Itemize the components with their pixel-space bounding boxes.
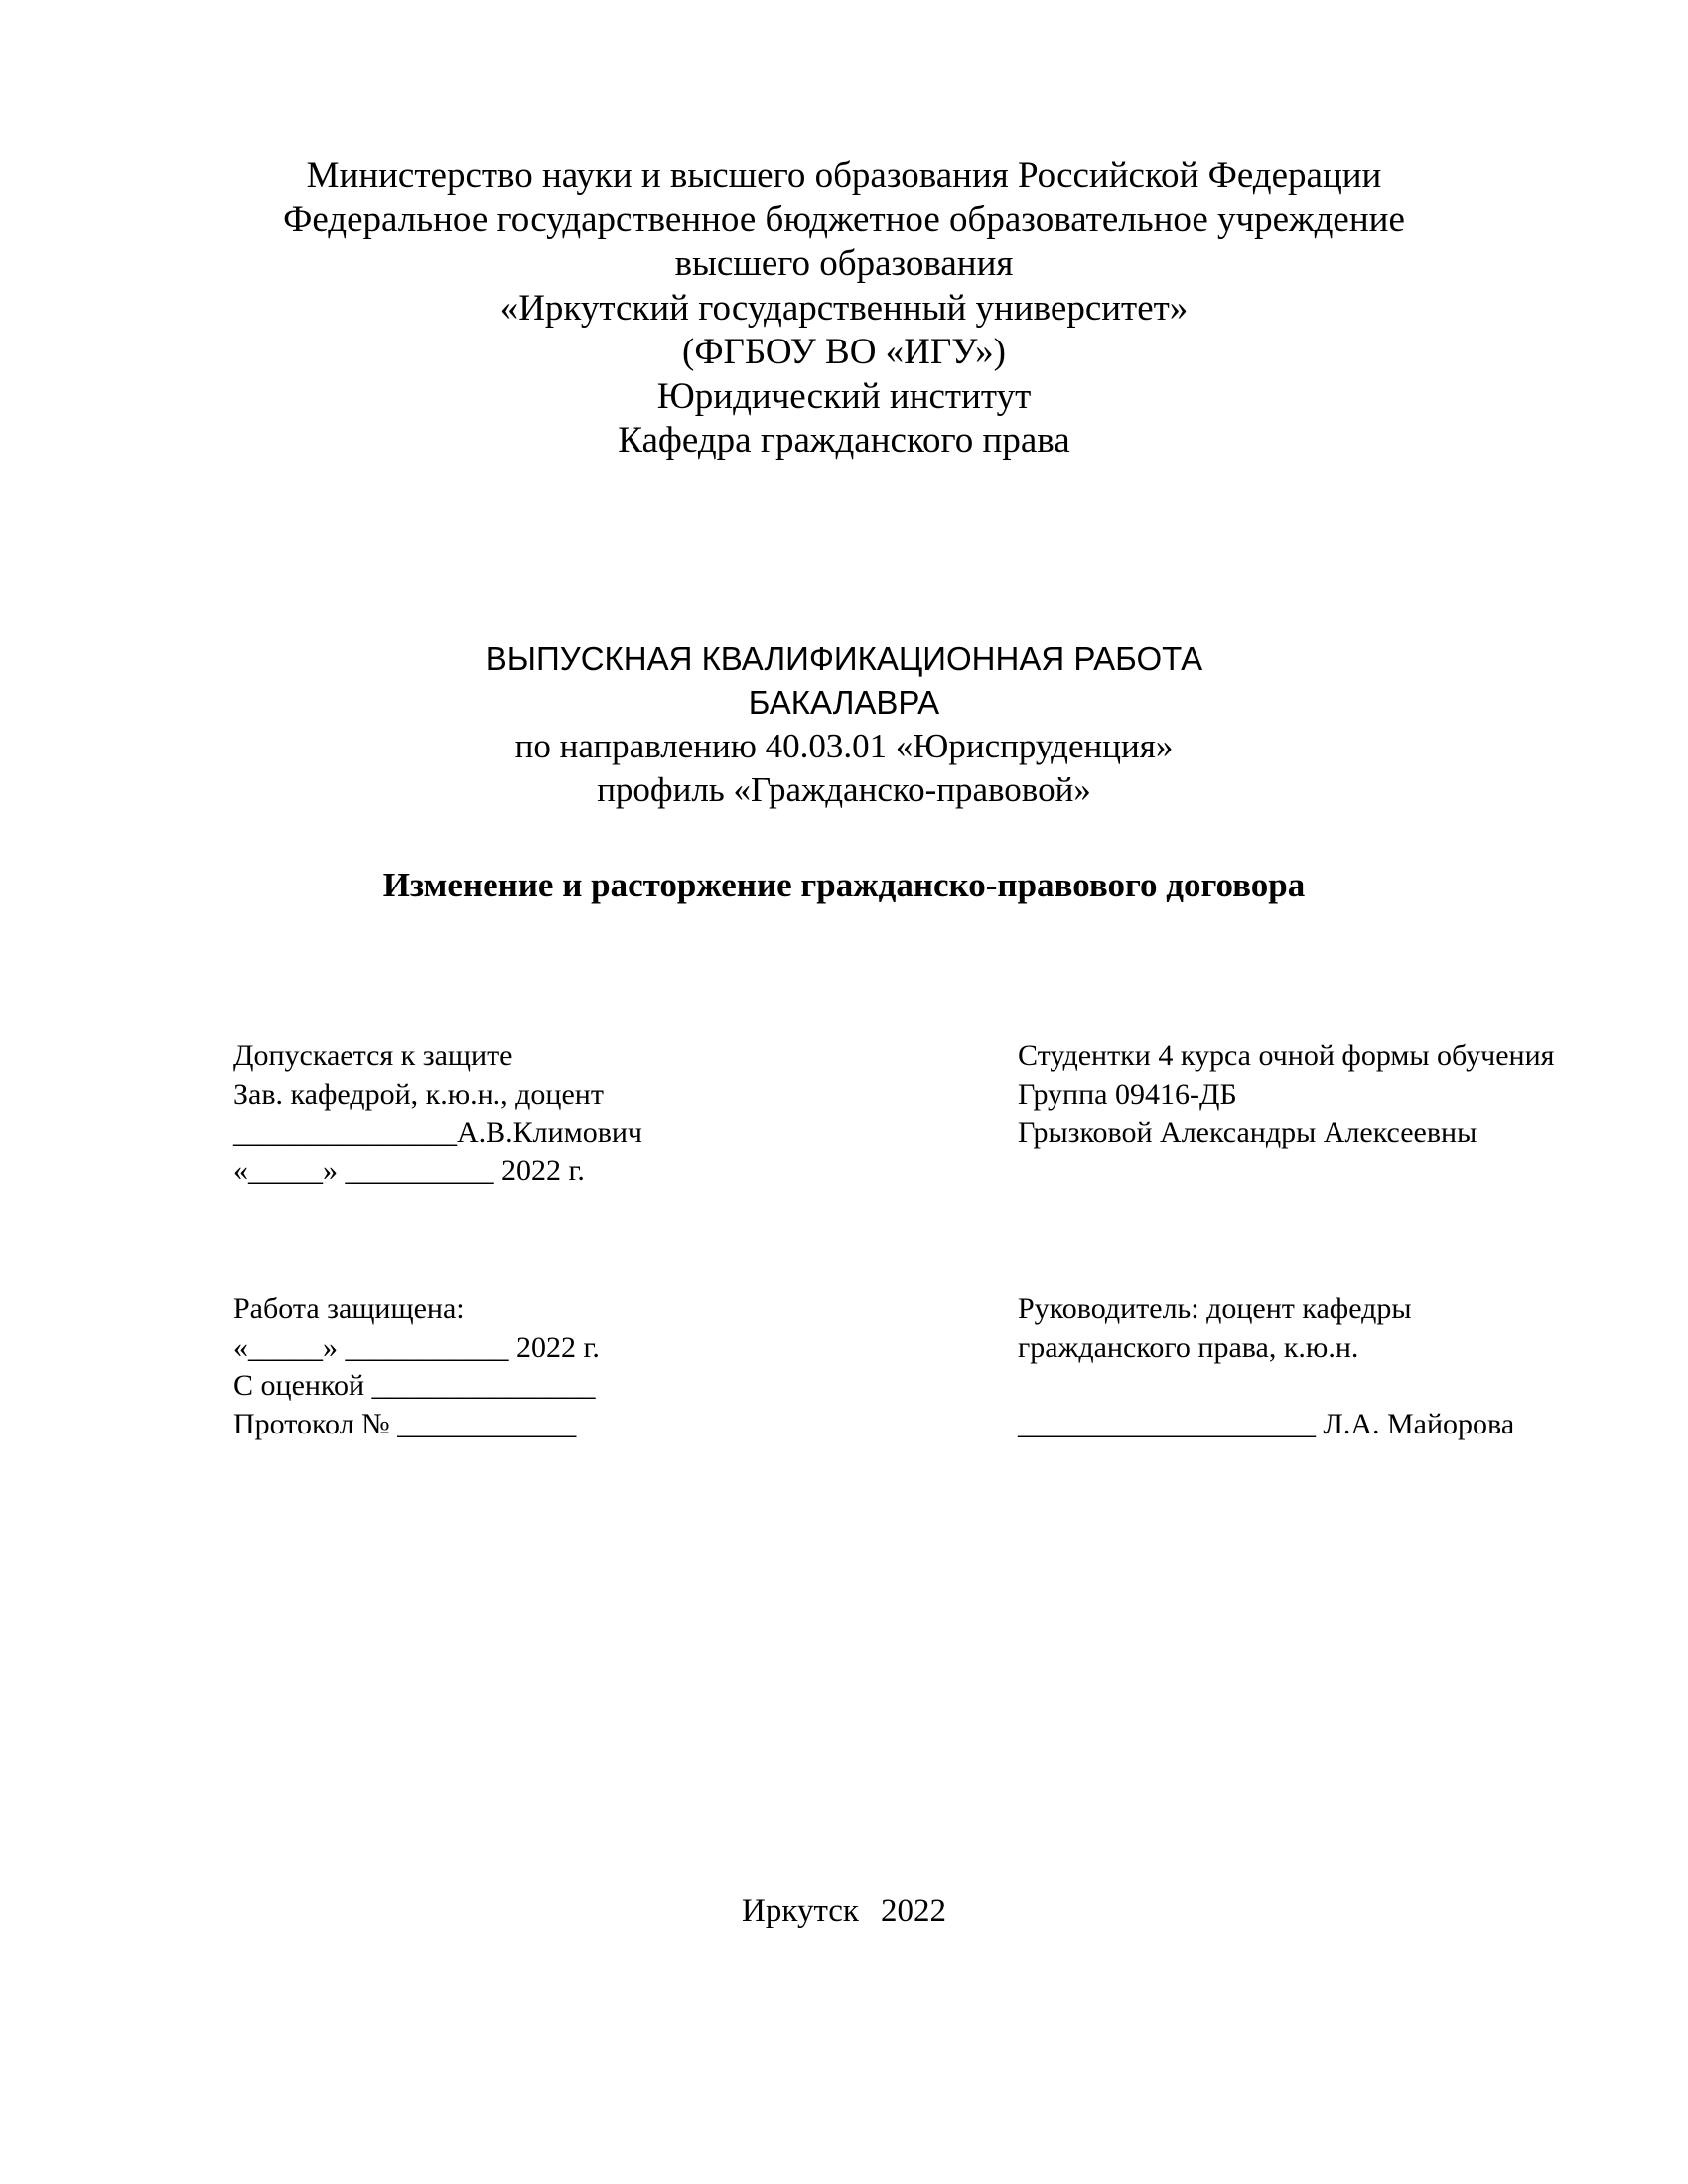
institute-line: Юридический институт — [656, 375, 1032, 417]
university-abbreviation-line: (ФГБОУ ВО «ИГУ») — [682, 332, 1006, 372]
profile-line: профиль «Гражданско-правовой» — [597, 770, 1091, 809]
institution-type-line: Федеральное государственное бюджетное образовательное учреждение — [283, 199, 1405, 240]
defense-date-line: «_____» ___________ 2022 г. — [233, 1330, 600, 1364]
city: Иркутск — [742, 1893, 859, 1929]
defense-protocol-line: Протокол № ____________ — [233, 1407, 577, 1440]
supervisor-degree-line: гражданского права, к.ю.н. — [1018, 1330, 1359, 1364]
defense-line-1: Работа защищена: — [233, 1293, 465, 1325]
institution-header — [199, 154, 1489, 464]
defense-grade-line: С оценкой _______________ — [233, 1369, 596, 1402]
education-level-line: высшего образования — [674, 243, 1014, 284]
defense-block — [233, 1291, 600, 1443]
city-year-footer — [0, 1891, 1688, 1931]
supervisor-signature-line: ____________________ Л.А. Майорова — [1018, 1407, 1515, 1440]
ministry-line: Министерство науки и высшего образования Российской Федерации — [306, 155, 1382, 196]
department-line: Кафедра гражданского права — [618, 420, 1070, 461]
admission-date-line: «_____» __________ 2022 г. — [233, 1154, 585, 1187]
admission-signature-line: _______________А.В.Климович — [233, 1116, 643, 1149]
student-group-line: Группа 09416-ДБ — [1018, 1077, 1237, 1111]
university-name-line: «Иркутский государственный университет» — [499, 287, 1189, 329]
admission-line-2: Зав. кафедрой, к.ю.н., доцент — [233, 1077, 604, 1111]
thesis-topic: Изменение и расторжение гражданско-правового договора — [382, 866, 1306, 904]
supervisor-title-line: Руководитель: доцент кафедры — [1018, 1293, 1412, 1325]
student-block — [1018, 1037, 1554, 1153]
supervisor-block — [1018, 1291, 1514, 1443]
work-type-line-2: БАКАЛАВРА — [748, 684, 940, 721]
student-course-line: Студентки 4 курса очной формы обучения — [1018, 1039, 1555, 1072]
student-name-line: Грызковой Александры Алексеевны — [1018, 1116, 1477, 1149]
work-type-line-1: ВЫПУСКНАЯ КВАЛИФИКАЦИОННАЯ РАБОТА — [485, 640, 1203, 677]
admission-line-1: Допускается к защите — [233, 1039, 513, 1072]
work-type-block — [199, 637, 1489, 812]
year: 2022 — [880, 1893, 946, 1929]
direction-line: по направлению 40.03.01 «Юриспруденция» — [514, 727, 1174, 765]
admission-block — [233, 1037, 642, 1190]
